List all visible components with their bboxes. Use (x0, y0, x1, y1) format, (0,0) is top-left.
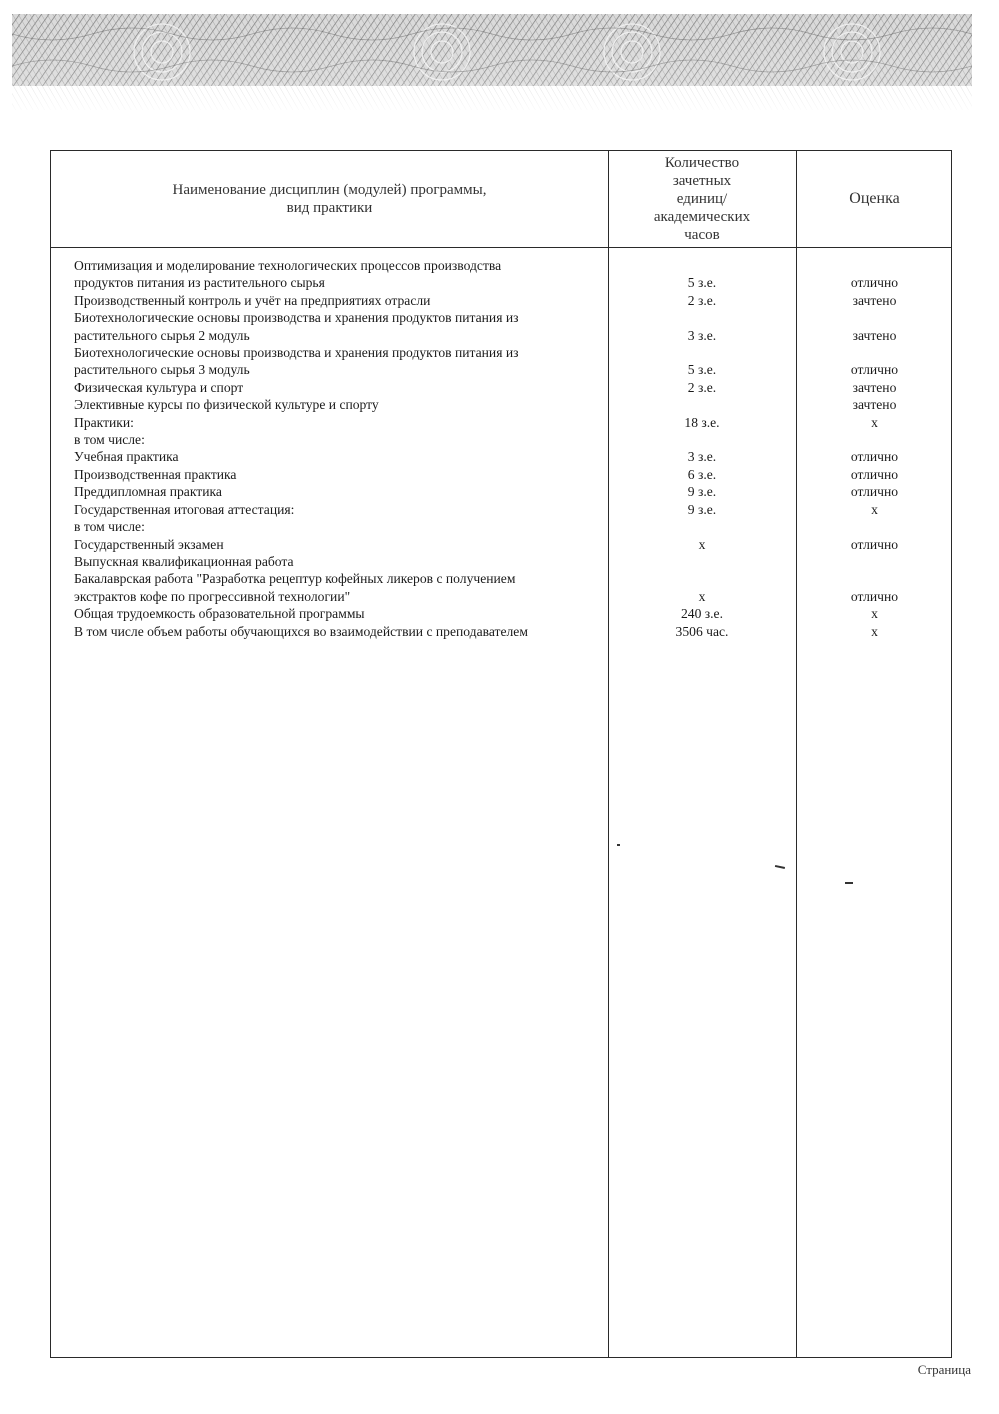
discipline-name-line: Бакалаврская работа "Разработка рецептур кофейных ликеров с получением (74, 571, 516, 587)
credit-units: 2 з.е. (687, 379, 717, 395)
table-row (51, 518, 953, 535)
table-row (51, 396, 953, 413)
discipline-name (51, 292, 608, 309)
grade: зачтено (852, 327, 897, 343)
table-row (51, 501, 953, 518)
discipline-name-line: растительного сырья 2 модуль (74, 327, 250, 343)
discipline-name-line: Выпускная квалификационная работа (74, 553, 294, 569)
grade: зачтено (852, 379, 897, 395)
scan-speck (617, 844, 620, 846)
scan-speck (845, 882, 853, 884)
discipline-name-line: растительного сырья 3 модуль (74, 362, 250, 378)
table-row (51, 431, 953, 448)
discipline-name (51, 483, 608, 500)
discipline-name-line: Физическая культура и спорт (74, 379, 244, 395)
credit-units: 3506 час. (675, 623, 729, 639)
discipline-name (51, 501, 608, 518)
discipline-name (51, 344, 608, 379)
guilloche-pattern (12, 14, 972, 110)
transcript-table (50, 150, 952, 1358)
discipline-name-line: Преддипломная практика (74, 484, 222, 500)
grade: отлично (850, 588, 899, 604)
credit-units: 9 з.е. (687, 484, 717, 500)
table-row (51, 553, 953, 570)
credit-units: 240 з.е. (681, 606, 723, 622)
credit-units: 6 з.е. (687, 466, 717, 482)
discipline-name (51, 553, 608, 570)
credit-units: 5 з.е. (687, 275, 717, 291)
discipline-name (51, 466, 608, 483)
table-row (51, 344, 953, 379)
credit-units: 9 з.е. (687, 501, 717, 517)
discipline-name-line: В том числе объем работы обучающихся во взаимодействии с преподавателем (74, 623, 528, 639)
discipline-name-line: Государственный экзамен (74, 536, 224, 552)
discipline-name (51, 623, 608, 640)
credit-units: 18 з.е. (684, 414, 720, 430)
table-body (51, 257, 953, 640)
grade: отлично (850, 484, 899, 500)
table-row (51, 605, 953, 622)
discipline-name-line: экстрактов кофе по прогрессивной технологии" (74, 588, 351, 604)
grade: зачтено (852, 397, 897, 413)
table-row (51, 536, 953, 553)
table-row (51, 309, 953, 344)
header-discipline-name: Наименование дисциплин (модулей) программы, вид практики (172, 182, 487, 216)
discipline-name-line: Биотехнологические основы производства и хранения продуктов питания из (74, 310, 519, 326)
discipline-name-line: Оптимизация и моделирование технологических процессов производства (74, 258, 502, 273)
discipline-name-line: Практики: (74, 414, 134, 430)
table-row (51, 466, 953, 483)
discipline-name (51, 518, 608, 535)
discipline-name (51, 396, 608, 413)
grade: отлично (850, 536, 899, 552)
discipline-name (51, 605, 608, 622)
grade: отлично (850, 449, 899, 465)
header-grade: Оценка (849, 190, 900, 207)
credit-units: х (698, 588, 706, 604)
page-label: Страница (917, 1362, 971, 1377)
grade: зачтено (852, 292, 897, 308)
discipline-name-line: продуктов питания из растительного сырья (74, 275, 325, 291)
table-row (51, 257, 953, 292)
discipline-name (51, 448, 608, 465)
discipline-name (51, 379, 608, 396)
discipline-name (51, 536, 608, 553)
discipline-name-line: Учебная практика (74, 449, 179, 465)
decorative-banner (12, 14, 972, 110)
discipline-name (51, 257, 608, 292)
discipline-name-line: Государственная итоговая аттестация: (74, 501, 295, 517)
grade: отлично (850, 466, 899, 482)
credit-units: 5 з.е. (687, 362, 717, 378)
table-row (51, 292, 953, 309)
table-row (51, 414, 953, 431)
discipline-name-line: в том числе: (74, 519, 145, 535)
discipline-name-line: Общая трудоемкость образовательной программы (74, 606, 365, 622)
discipline-name (51, 309, 608, 344)
grade: х (871, 414, 878, 430)
grade: х (871, 501, 878, 517)
table-row (51, 623, 953, 640)
discipline-name-line: Биотехнологические основы производства и хранения продуктов питания из (74, 345, 519, 361)
table-row (51, 379, 953, 396)
discipline-name (51, 431, 608, 448)
discipline-name-line: Производственная практика (74, 466, 237, 482)
discipline-name-line: в том числе: (74, 432, 145, 448)
credit-units: х (698, 536, 706, 552)
credit-units: 3 з.е. (687, 327, 717, 343)
credit-units: 3 з.е. (687, 449, 717, 465)
table-row (51, 483, 953, 500)
discipline-name (51, 570, 608, 605)
header-credit-units: Количество зачетных единиц/ академических часов (653, 155, 751, 243)
grade: х (871, 623, 878, 639)
table-row (51, 570, 953, 605)
header-divider (51, 247, 951, 248)
grade: отлично (850, 275, 899, 291)
discipline-name-line: Элективные курсы по физической культуре и спорту (74, 397, 379, 413)
table-row (51, 448, 953, 465)
grade: х (871, 606, 878, 622)
discipline-name-line: Производственный контроль и учёт на предприятиях отрасли (74, 292, 431, 308)
grade: отлично (850, 362, 899, 378)
discipline-name (51, 414, 608, 431)
credit-units: 2 з.е. (687, 292, 717, 308)
